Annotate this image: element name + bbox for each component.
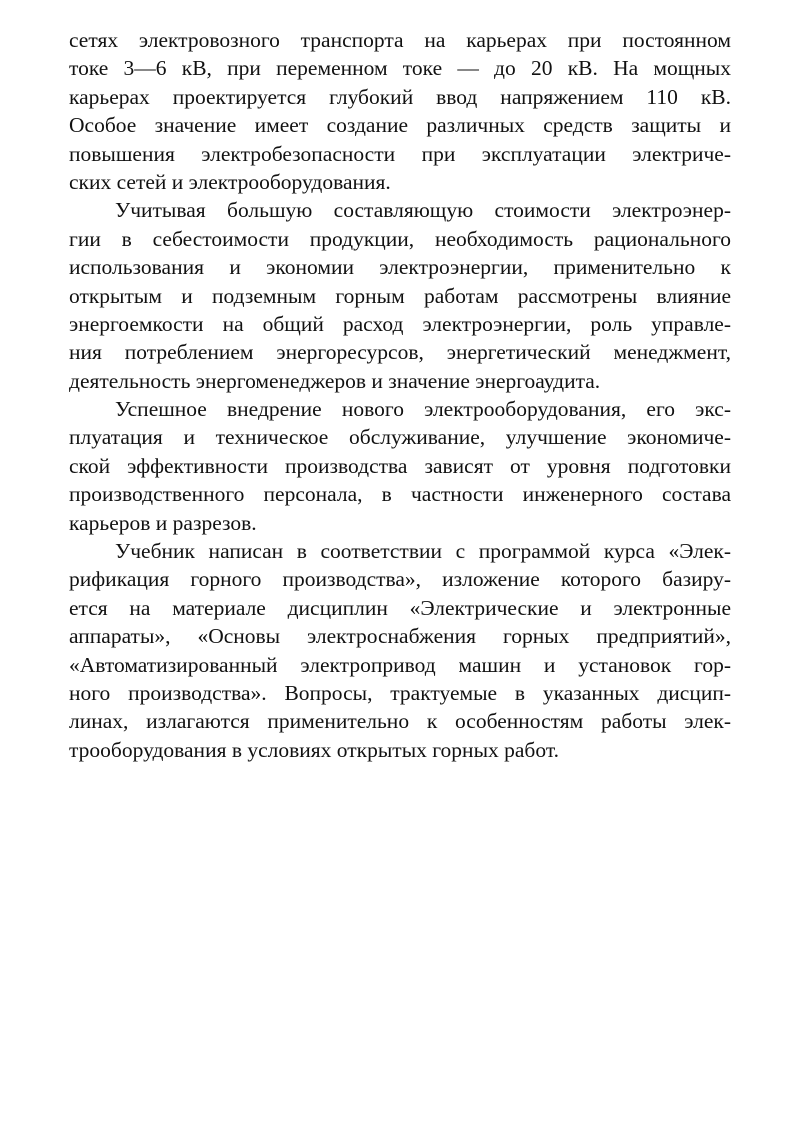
document-page [69,26,731,764]
text-line: аппараты», «Основы электроснабжения горных предприятий», [69,624,731,649]
text-line: сетях электровозного транспорта на карьерах при постоянном [69,28,731,52]
text-line: Особое значение имеет создание различных средств защиты и [69,113,731,138]
text-line: плуатация и техническое обслуживание, улучшение экономиче- [69,425,731,450]
paragraph-4 [69,537,731,764]
text-line: энергоемкости на общий расход электроэнергии, роль управле- [69,311,731,336]
text-line: Учитывая большую составляющую стоимости электроэнер- [115,198,731,223]
text-line: карьерах проектируется глубокий ввод напряжением 110 кВ. [69,84,731,109]
text-line: деятельность энергоменеджеров и значение энергоаудита. [69,368,601,393]
paragraph-1 [69,26,731,196]
text-line: карьеров и разрезов. [69,510,257,535]
text-line: трооборудования в условиях открытых горных работ. [69,737,559,762]
text-line: Учебник написан в соответствии с программой курса «Элек- [115,539,731,564]
text-line: ется на материале дисциплин «Электрические и электронные [69,595,731,620]
text-line: производственного персонала, в частности инженерного состава [69,482,731,507]
paragraph-3 [69,395,731,537]
text-line: использования и экономии электроэнергии, применительно к [69,255,731,280]
text-line: ного производства». Вопросы, трактуемые в указанных дисцип- [69,680,731,705]
paragraph-2 [69,196,731,395]
text-line: рификация горного производства», изложение которого базиру- [69,567,731,592]
text-line: ской эффективности производства зависят от уровня подготовки [69,453,731,478]
text-line: ских сетей и электрооборудования. [69,169,391,194]
text-line: токе 3—6 кВ, при переменном токе — до 20 кВ. На мощных [69,56,731,81]
text-line: повышения электробезопасности при эксплуатации электриче- [69,141,731,166]
text-line: линах, излагаются применительно к особенностям работы элек- [69,709,731,734]
text-line: открытым и подземным горным работам рассмотрены влияние [69,283,731,308]
text-line: «Автоматизированный электропривод машин и установок гор- [69,652,731,677]
text-line: ния потреблением энергоресурсов, энергетический менеджмент, [69,340,731,365]
text-line: гии в себестоимости продукции, необходимость рационального [69,226,731,251]
text-line: Успешное внедрение нового электрооборудования, его экс- [115,397,731,422]
